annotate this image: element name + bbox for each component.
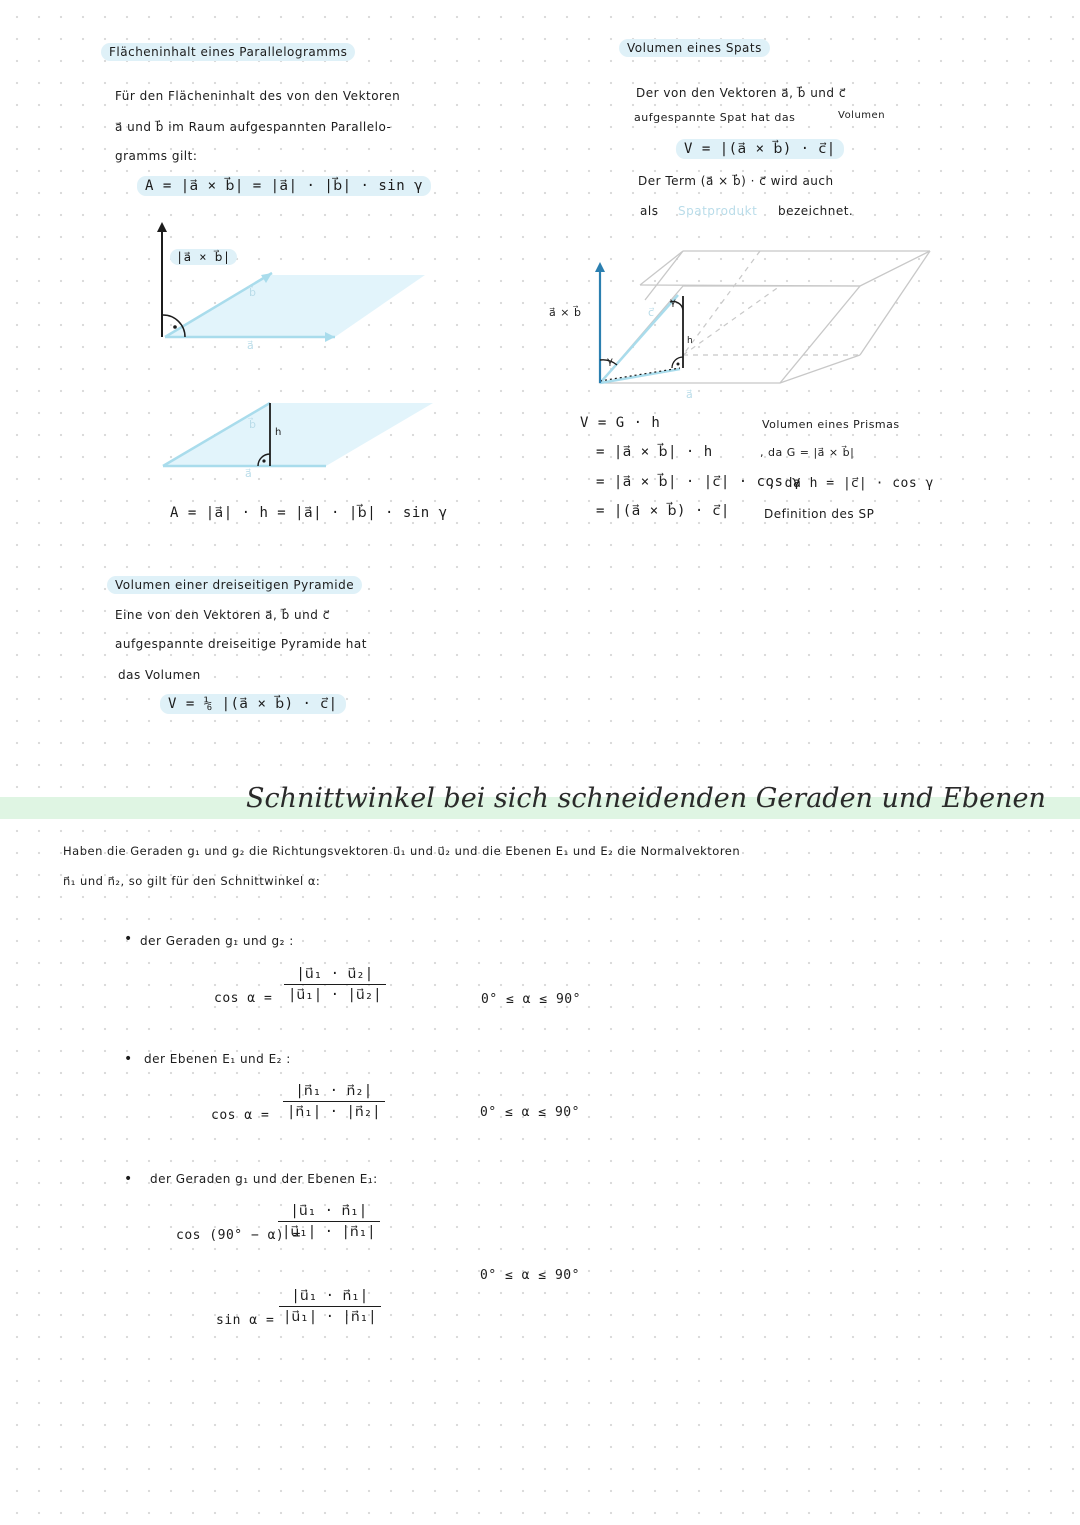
deriv-eq-2: = |a⃗ × b⃗| · h [596, 444, 713, 460]
parallelogram-text-line1: Für den Flächeninhalt des von den Vektoren [115, 89, 401, 103]
spat-formula: V = |(a⃗ × b⃗) · c⃗| [676, 139, 844, 159]
case1-denominator: |u⃗₁| · |u⃗₂| [284, 984, 386, 1003]
case1-lhs: cos α = [214, 991, 273, 1006]
case3-lhs: cos (90° − α) = [176, 1228, 301, 1243]
spat-heading: Volumen eines Spats [619, 39, 770, 57]
bullet-3: • [124, 1171, 133, 1187]
case2-range: 0° ≤ α ≤ 90° [480, 1105, 580, 1120]
bullet-1: • [124, 931, 133, 947]
case2-label: der Ebenen E₁ und E₂ : [144, 1052, 291, 1066]
cross-product-label: |a⃗ × b⃗| [170, 249, 237, 265]
case1-numerator: |u⃗₁ · u⃗₂| [296, 966, 374, 982]
parallelogram-formula-height: A = |a⃗| · h = |a⃗| · |b⃗| · sin γ [170, 505, 448, 521]
spat-text-line3: Der Term (a⃗ × b⃗) · c⃗ wird auch [638, 174, 834, 188]
case3b-lhs: sin α = [216, 1313, 275, 1328]
deriv-note-4: Definition des SP [764, 507, 875, 521]
case1-range: 0° ≤ α ≤ 90° [481, 992, 581, 1007]
case3b-numerator: |u⃗₁ · n⃗₁| [291, 1288, 369, 1304]
spat-gamma-label-top: γ [670, 297, 677, 308]
spat-gamma-label-bottom: γ [607, 356, 614, 367]
spat-text-line4c: bezeichnet. [778, 204, 854, 218]
case3b-fraction [279, 1288, 381, 1325]
pyramid-text-line2: aufgespannte dreiseitige Pyramide hat [115, 637, 367, 651]
spat-text-line2a: aufgespannte Spat hat das [634, 111, 796, 124]
case1-fraction [284, 966, 386, 1003]
deriv-eq-4: = |(a⃗ × b⃗) · c⃗| [596, 503, 730, 519]
case2-lhs: cos α = [211, 1108, 270, 1123]
spat-cross-label: a⃗ × b⃗ [549, 306, 582, 319]
deriv-note-2: , da G = |a⃗ × b⃗| [760, 446, 855, 459]
spat-height-label: h [687, 336, 694, 346]
case2-denominator: |n⃗₁| · |n⃗₂| [283, 1101, 385, 1120]
case2-fraction [283, 1083, 385, 1120]
deriv-note-1: Volumen eines Prismas [762, 418, 900, 431]
intro-line1: Haben die Geraden g₁ und g₂ die Richtungsvektoren u⃗₁ und u⃗₂ und die Ebenen E₁ und E₂ die Normalvektoren [63, 844, 741, 858]
section-title: Schnittwinkel bei sich schneidenden Geraden und Ebenen [246, 783, 1046, 814]
case2-numerator: |n⃗₁ · n⃗₂| [295, 1083, 373, 1099]
height-label: h [275, 427, 282, 438]
case3-denominator: |u⃗₁| · |n⃗₁| [278, 1221, 380, 1240]
case1-label: der Geraden g₁ und g₂ : [140, 934, 294, 948]
case3-label: der Geraden g₁ und der Ebenen E₁: [150, 1172, 378, 1186]
vector-a-label: a⃗ [247, 339, 255, 352]
bullet-2: • [124, 1051, 133, 1067]
pyramid-formula: V = ⅙ |(a⃗ × b⃗) · c⃗| [160, 694, 346, 714]
vector-b-label-2: b⃗ [249, 418, 257, 431]
parallelogram-text-line2: a⃗ und b⃗ im Raum aufgespannten Parallelo- [115, 120, 392, 134]
vector-b-label: b⃗ [249, 286, 257, 299]
deriv-note-3: , da h = |c⃗| · cos γ [768, 476, 934, 491]
case3-numerator: |u⃗₁ · n⃗₁| [290, 1203, 368, 1219]
case3-fraction [278, 1203, 380, 1240]
spat-text-line1: Der von den Vektoren a⃗, b⃗ und c⃗ [636, 86, 846, 100]
spatprodukt-term: Spatprodukt [678, 204, 758, 218]
parallelogram-text-line3: gramms gilt: [115, 149, 198, 163]
pyramid-heading: Volumen einer dreiseitigen Pyramide [107, 576, 362, 594]
parallelogram-formula-cross: A = |a⃗ × b⃗| = |a⃗| · |b⃗| · sin γ [137, 176, 431, 196]
deriv-eq-3: = |a⃗ × b⃗| · |c⃗| · cos γ [596, 474, 802, 490]
case3-range: 0° ≤ α ≤ 90° [480, 1268, 580, 1283]
pyramid-text-line1: Eine von den Vektoren a⃗, b⃗ und c⃗ [115, 608, 330, 622]
spat-vector-a-label: a⃗ [686, 388, 694, 401]
spat-text-line4a: als [640, 204, 659, 218]
vector-a-label-2: a⃗ [245, 467, 253, 480]
spat-text-line2b: Volumen [838, 110, 886, 121]
pyramid-text-line3: das Volumen [118, 668, 201, 682]
spat-vector-c-label: c⃗ [648, 306, 655, 319]
parallelogram-heading: Flächeninhalt eines Parallelogramms [101, 43, 355, 61]
deriv-eq-1: V = G · h [580, 415, 661, 431]
case3b-denominator: |u⃗₁| · |n⃗₁| [279, 1306, 381, 1325]
intro-line2: n⃗₁ und n⃗₂, so gilt für den Schnittwinkel α: [63, 874, 321, 888]
